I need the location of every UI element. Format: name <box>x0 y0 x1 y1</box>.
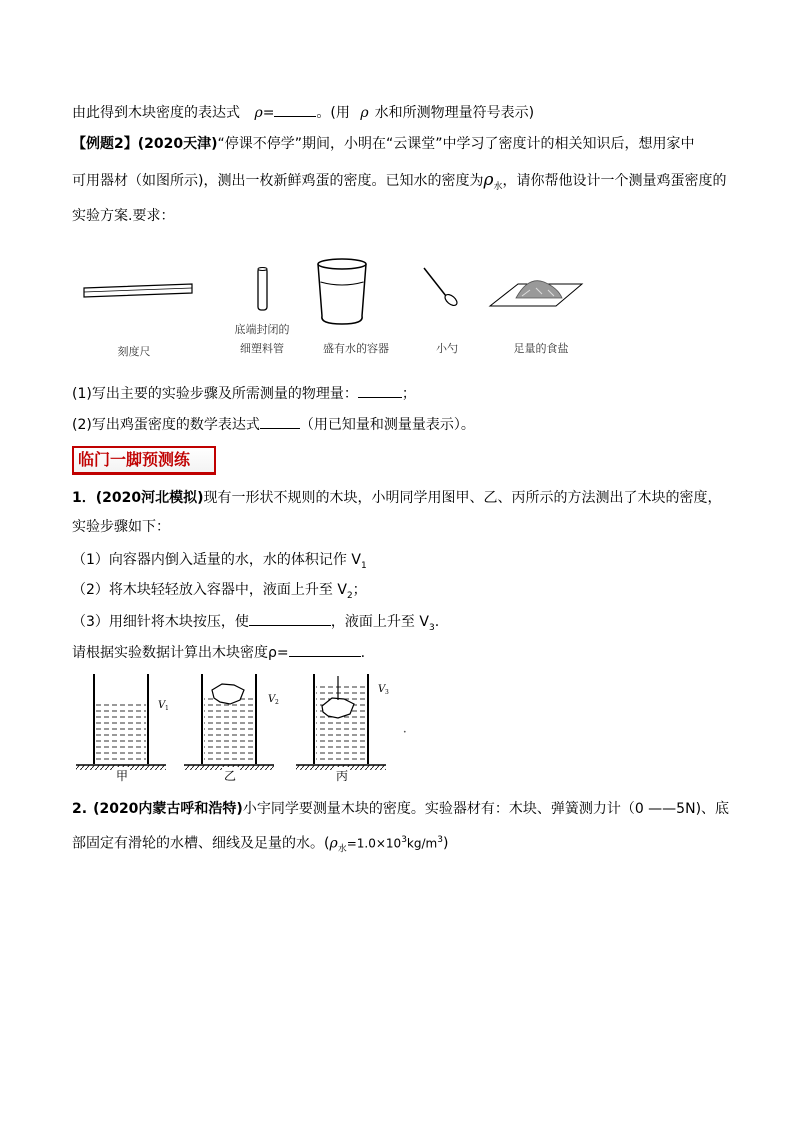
problem1-calc <box>72 642 365 663</box>
example-tag: 【例题2】 <box>72 136 138 152</box>
section-title-box <box>72 446 216 475</box>
problem1-step1 <box>72 550 367 576</box>
example-text: 实验方案.要求： <box>72 208 175 224</box>
tube-caption-line2: 细塑料管 <box>240 342 284 355</box>
problem-text: 小宇同学要测量木块的密度。实验器材有：木块、弹簧测力计（0 ——5N)、底 <box>242 801 730 817</box>
example-source: (2020天津) <box>137 136 218 152</box>
stray-mark: • <box>403 729 407 736</box>
intro-line <box>72 102 534 123</box>
problem1-step2 <box>72 580 367 606</box>
container-caption: 盛有水的容器 <box>323 342 389 355</box>
step-text: . <box>434 614 440 630</box>
tube-caption-line1: 底端封闭的 <box>234 323 290 336</box>
rho-subscript: 水 <box>337 844 347 855</box>
calc-text: . <box>360 645 366 661</box>
answer-blank[interactable] <box>358 383 402 398</box>
fig-label-yi: 乙 <box>224 769 237 783</box>
problem-number: 2. <box>72 801 88 817</box>
example2-line1 <box>72 134 695 154</box>
question-text: (1)写出主要的实验步骤及所需测量的物理量： <box>72 386 358 402</box>
example-text: 可用器材（如图所示)，测出一枚新鲜鸡蛋的密度。已知水的密度为 <box>72 173 484 189</box>
step-subscript: 2 <box>346 590 353 601</box>
salt-caption: 足量的食盐 <box>513 342 569 355</box>
ruler-illustration <box>84 284 192 297</box>
step-text: （1）向容器内倒入适量的水，水的体积记作 V <box>72 552 361 568</box>
spoon-illustration <box>424 268 459 308</box>
step-text: （3）用细针将木块按压，使 <box>72 614 249 630</box>
problem-text: 现有一形状不规则的木块，小明同学用图甲、乙、丙所示的方法测出了木块的密度， <box>203 490 722 506</box>
problem-number: 1． <box>72 490 96 506</box>
v3-label: V <box>378 684 386 695</box>
intro-text: 由此得到木块密度的表达式 <box>72 105 240 121</box>
density-unit: kg/m <box>406 836 438 851</box>
rho-subscript: 水 <box>493 181 503 192</box>
intro-suffix: 。(用 <box>316 105 350 121</box>
example-text: “停课不停学”期间，小明在“云课堂”中学习了密度计的相关知识后，想用家中 <box>217 136 695 152</box>
intro-suffix-2: 水和所测物理量符号表示) <box>374 105 535 121</box>
step-text: ，液面上升至 V <box>330 614 429 630</box>
example2-line3 <box>72 206 174 226</box>
step-subscript: 3 <box>428 622 435 633</box>
question1-line <box>72 383 416 404</box>
exponent: 3 <box>437 835 443 845</box>
equals-sign: = <box>262 105 275 121</box>
question2-line <box>72 414 475 435</box>
question-text: ； <box>401 386 416 402</box>
water-container-illustration <box>318 259 366 324</box>
question-text: (2)写出鸡蛋密度的数学表达式 <box>72 417 260 433</box>
step-subscript: 1 <box>360 560 367 571</box>
ruler-caption: 刻度尺 <box>117 345 151 358</box>
problem2-line1 <box>72 799 729 819</box>
step-text: （2）将木块轻轻放入容器中，液面上升至 V <box>72 582 347 598</box>
beaker-bing <box>296 674 389 770</box>
rho-symbol: ρ <box>360 105 369 121</box>
rho-symbol: ρ <box>254 105 263 121</box>
fig-label-bing: 丙 <box>336 769 349 783</box>
problem-text: ) <box>442 835 449 852</box>
problem-text: 部固定有滑轮的水槽、细线及足量的水。( <box>72 835 330 852</box>
plastic-tube-illustration <box>258 268 267 311</box>
v1-subscript: 1 <box>165 705 169 712</box>
v2-label: V <box>268 694 276 705</box>
fig-label-jia: 甲 <box>116 769 129 783</box>
problem2-line2 <box>72 830 448 859</box>
answer-blank[interactable] <box>249 611 331 626</box>
answer-blank[interactable] <box>289 642 361 657</box>
beaker-jia <box>76 674 169 770</box>
problem-source: (2020河北模拟) <box>95 490 204 506</box>
problem1-line2 <box>72 517 170 537</box>
v3-subscript: 3 <box>385 689 389 696</box>
rho-symbol: ρ <box>483 170 494 190</box>
answer-blank[interactable] <box>260 414 300 429</box>
section-title: 临门一脚预测练 <box>78 450 191 469</box>
question-text: （用已知量和测量量表示）。 <box>299 417 475 433</box>
problem1-step3 <box>72 611 439 638</box>
example-text: ，请你帮他设计一个测量鸡蛋密度的 <box>502 173 727 189</box>
density-value: =1.0×10 <box>346 836 402 851</box>
step-text: ； <box>352 582 367 598</box>
v2-subscript: 2 <box>275 699 279 706</box>
problem-text: 实验步骤如下： <box>72 519 170 535</box>
salt-illustration <box>490 281 582 306</box>
v1-label: V <box>158 700 166 711</box>
beaker-yi <box>184 674 279 770</box>
rho-symbol: ρ <box>329 835 338 852</box>
spoon-caption: 小勺 <box>436 342 458 355</box>
problem1-line1 <box>72 488 722 508</box>
answer-blank[interactable] <box>274 102 316 117</box>
problem-source: (2020内蒙古呼和浩特) <box>93 801 243 817</box>
equipment-figure <box>78 258 598 338</box>
example2-line2 <box>72 170 726 197</box>
exponent: 3 <box>401 835 407 845</box>
calc-text: 请根据实验数据计算出木块密度ρ= <box>72 645 289 661</box>
